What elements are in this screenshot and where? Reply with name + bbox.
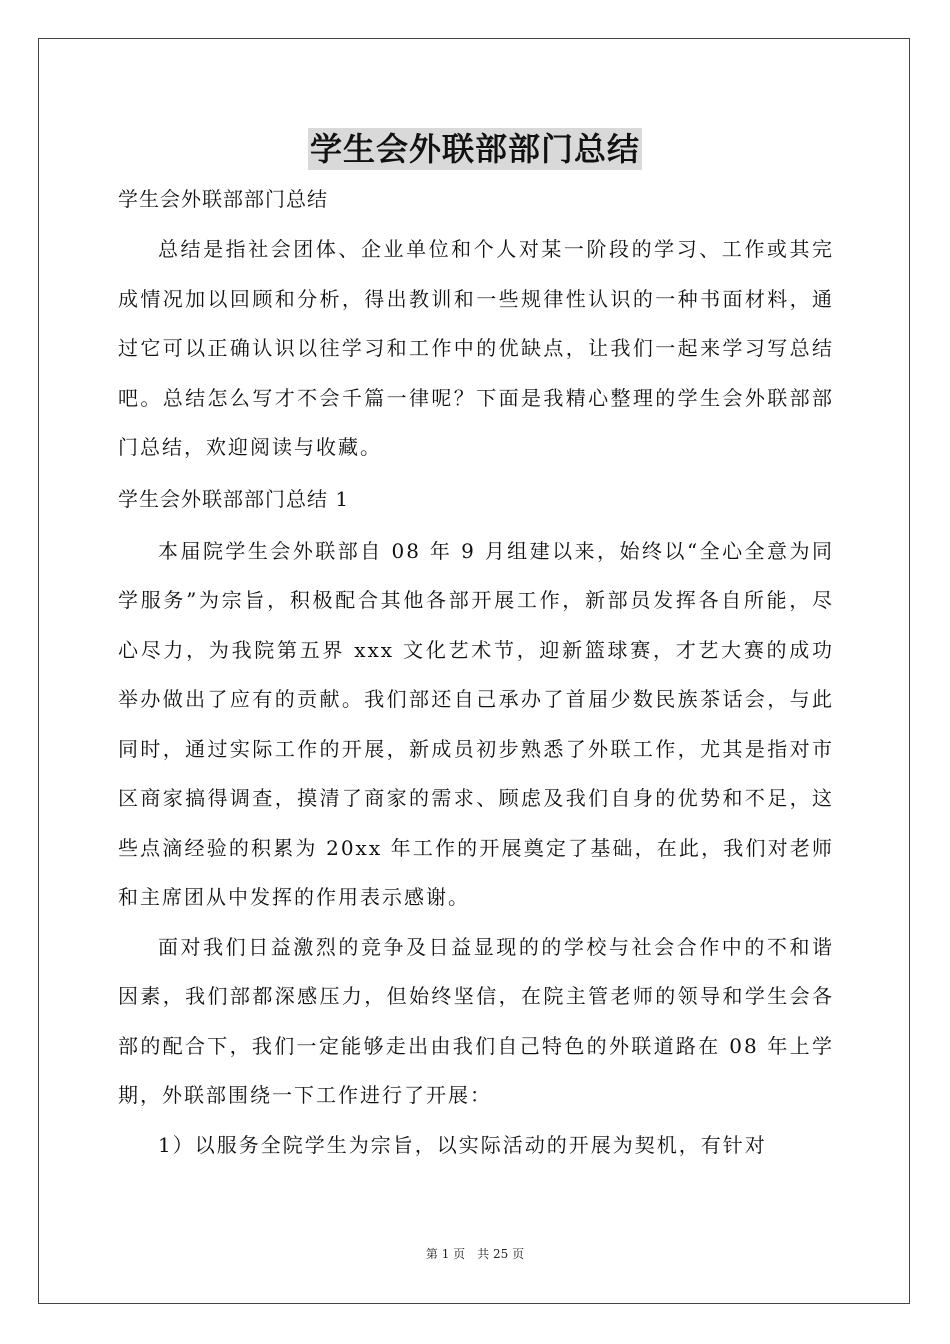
section-heading: 学生会外联部部门总结 1 <box>118 486 350 511</box>
body-paragraph: 面对我们日益激烈的竞争及日益显现的的学校与社会合作中的不和谐因素，我们部都深感压力，但始终坚信，在院主管老师的领导和学生会各部的配合下，我们一定能够走出由我们自己特色的外联道路在 08 年上学期，外联部围绕一下工作进行了开展： <box>118 934 834 1107</box>
intro-paragraph: 总结是指社会团体、企业单位和个人对某一阶段的学习、工作或其完成情况加以回顾和分析，得出教训和一些规律性认识的一种书面材料，通过它可以正确认识以往学习和工作中的优缺点，让我们一起来学习写总结吧。总结怎么写才不会千篇一律呢？下面是我精心整理的学生会外联部部门总结，欢迎阅读与收藏。 <box>118 237 834 459</box>
body-paragraph: 1）以服务全院学生为宗旨，以实际活动的开展为契机，有针对 <box>158 1132 767 1157</box>
document-body <box>118 180 834 1170</box>
document-subtitle: 学生会外联部部门总结 <box>118 187 328 211</box>
page-number-footer: 第 1 页 共 25 页 <box>425 1247 525 1261</box>
title-container <box>0 128 950 170</box>
body-paragraph: 本届院学生会外联部自 08 年 9 月组建以来，始终以“全心全意为同学服务”为宗旨，积极配合其他各部开展工作，新部员发挥各自所能，尽心尽力，为我院第五界 xxx 文化艺术节，迎新篮球赛，才艺大赛的成功举办做出了应有的贡献。我们部还自己承办了首届少数民族茶话会，与此同时，通过实际工作的开展，新成员初步熟悉了外联工作，尤其是指对市区商家搞得调查，摸清了商家的需求、顾虑及我们自身的优势和不足，这些点滴经验的积累为 20xx 年工作的开展奠定了基础，在此，我们对老师和主席团从中发挥的作用表示感谢。 <box>118 538 834 909</box>
document-title: 学生会外联部部门总结 <box>309 130 640 168</box>
